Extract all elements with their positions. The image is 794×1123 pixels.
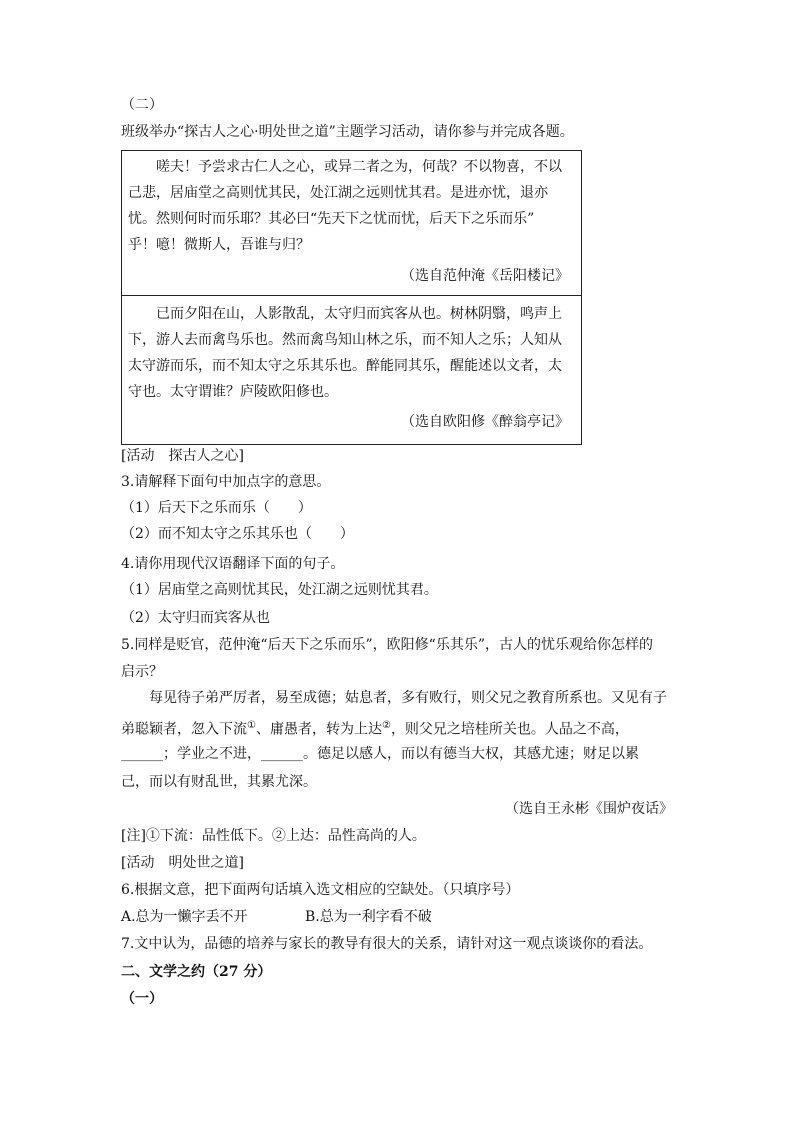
passage1-line: 嗟夫！予尝求古仁人之心，或异二者之为，何哉？不以物喜，不以 <box>156 159 562 175</box>
q5-line2: 启示？ <box>121 664 163 680</box>
activity2-heading: [活动 明处世之道] <box>121 855 244 871</box>
section-heading: （二） <box>121 97 163 113</box>
passage3-text: ，则父兄之培桂所关也。人品之不高， <box>390 721 629 738</box>
passage3-line <box>121 716 629 740</box>
q3-stem: 3.请解释下面句中加点字的意思。 <box>121 474 331 490</box>
passage3-source: （选自王永彬《围炉夜话》 <box>505 801 673 817</box>
q7-stem: 7.文中认为，品德的培养与家长的教导有很大的关系，请针对这一观点谈谈你的看法。 <box>121 936 653 952</box>
q4-stem: 4.请你用现代汉语翻译下面的句子。 <box>121 556 345 572</box>
passage2-line: 太守游而乐，而不知太守之乐其乐也。醉能同其乐，醒能述以文者，太 <box>128 358 562 374</box>
passage2-source: （选自欧阳修《醉翁亭记》 <box>401 414 569 430</box>
activity1-heading: [活动 探古人之心] <box>121 448 244 464</box>
passage3-line: 己，而以有财乱世，其累尤深。 <box>121 774 317 790</box>
passage3-line: 每见待子弟严厉者，易至成德；姑息者，多有败行，则父兄之教育所系也。又见有子 <box>149 690 667 706</box>
passage1-line: 忧。然则何时而乐耶？其必曰“先天下之忧而忧，后天下之乐而乐” <box>128 211 535 227</box>
passage-box-1 <box>121 150 582 296</box>
q4-item: （1）居庙堂之高则忧其民，处江湖之远则忧其君。 <box>121 582 438 598</box>
passage2-line: 下，游人去而禽鸟乐也。然而禽鸟知山林之乐，而不知人之乐；人知从 <box>128 332 562 348</box>
q5-line1: 5.同样是贬官，范仲淹“后天下之乐而乐”，欧阳修“乐其乐”，古人的忧乐观给你怎样的 <box>121 637 653 653</box>
passage1-source: （选自范仲淹《岳阳楼记》 <box>401 268 569 284</box>
q3-item: （2）而不知太守之乐其乐也（ ） <box>121 526 354 542</box>
footnote-marker-2: ② <box>381 720 391 731</box>
passage1-line: 己悲，居庙堂之高则忧其民，处江湖之远则忧其君。是进亦忧，退亦 <box>128 185 548 201</box>
intro-text: 班级举办“探古人之心·明处世之道”主题学习活动，请你参与并完成各题。 <box>121 124 574 140</box>
passage3-text: 弟聪颖者，忽入下流 <box>121 721 247 738</box>
passage2-line: 守也。太守谓谁？庐陵欧阳修也。 <box>128 384 338 400</box>
footnote: [注]①下流：品性低下。②上达：品性高尚的人。 <box>121 828 426 844</box>
q6-stem: 6.根据文意，把下面两句话填入选文相应的空缺处。（只填序号） <box>121 882 520 898</box>
part2-subheading: （一） <box>121 991 163 1007</box>
q6-option-a: A.总为一懒字丢不开 <box>121 909 248 925</box>
passage3-text: 、庸愚者，转为上达 <box>255 721 382 738</box>
q4-item: （2）太守归而宾客从也 <box>121 610 270 626</box>
passage3-line: ______；学业之不进，______。德足以感人，而以有德当大权，其感尤速；财足以累 <box>121 746 639 762</box>
footnote-marker-1: ① <box>247 720 256 731</box>
part2-heading: 二、文学之约（27 分） <box>121 964 272 980</box>
q3-item: （1）后天下之乐而乐（ ） <box>121 500 312 516</box>
passage-box-2 <box>121 295 582 445</box>
passage1-line: 乎！噫！微斯人，吾谁与归？ <box>128 237 310 253</box>
q6-option-b: B.总为一利字看不破 <box>305 909 432 925</box>
passage2-line: 已而夕阳在山，人影散乱，太守归而宾客从也。树林阴翳，鸣声上 <box>156 306 562 322</box>
